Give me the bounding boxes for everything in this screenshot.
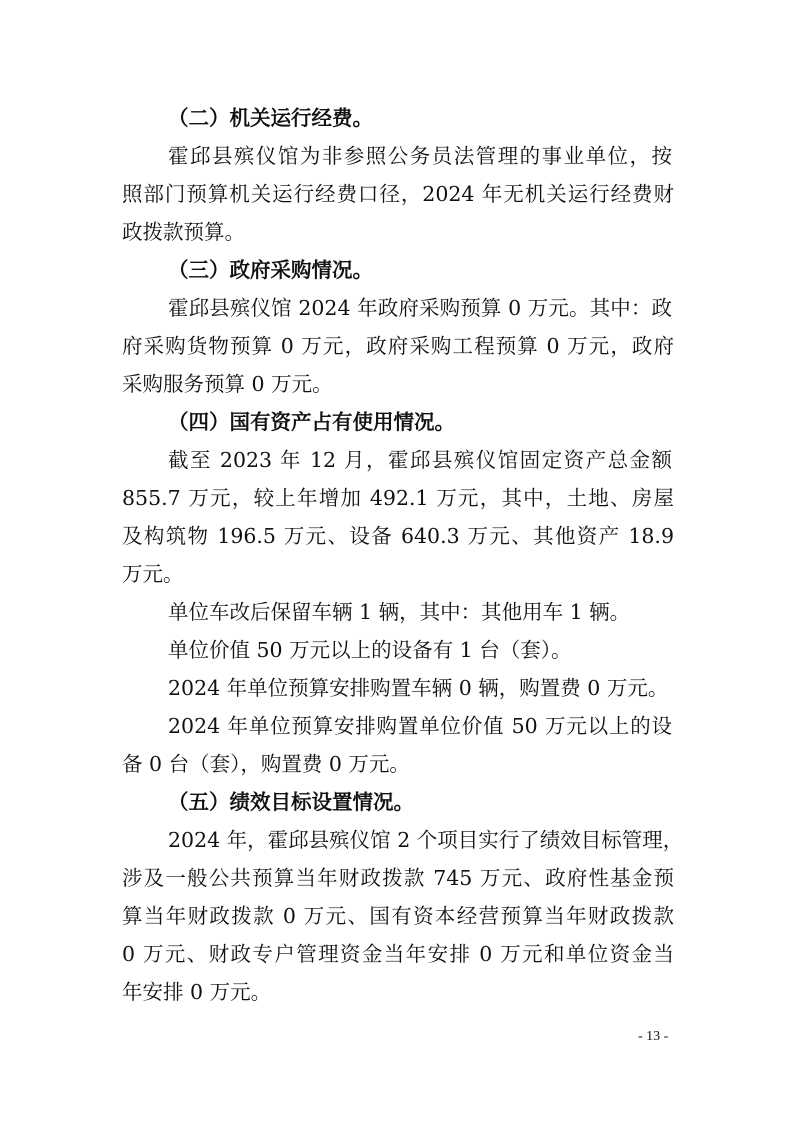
paragraph-line: 2024 年单位预算安排购置车辆 0 辆，购置费 0 万元。 — [168, 676, 669, 700]
paragraph-line: 算当年财政拨款 0 万元、国有资本经营预算当年财政拨款 — [122, 904, 674, 928]
paragraph-line: 单位价值 50 万元以上的设备有 1 台（套）。 — [168, 638, 572, 662]
paragraph-line: 0 万元、财政专户管理资金当年安排 0 万元和单位资金当 — [122, 942, 674, 966]
paragraph-line: 霍邱县殡仪馆为非参照公务员法管理的事业单位，按 — [168, 144, 672, 168]
section-heading-performance-goals: （五）绩效目标设置情况。 — [168, 790, 414, 814]
paragraph-line: 855.7 万元，较上年增加 492.1 万元，其中，土地、房屋 — [122, 486, 674, 510]
page-number: - 13 - — [638, 1029, 669, 1044]
section-heading-admin-expenses: （二）机关运行经费。 — [168, 106, 373, 130]
paragraph-line: 年安排 0 万元。 — [122, 980, 272, 1004]
paragraph-line: 及构筑物 196.5 万元、设备 640.3 万元、其他资产 18.9 — [122, 524, 674, 548]
paragraph-line: 府采购货物预算 0 万元，政府采购工程预算 0 万元，政府 — [122, 334, 674, 358]
paragraph-line: 备 0 台（套），购置费 0 万元。 — [122, 752, 410, 776]
paragraph-line: 政拨款预算。 — [122, 220, 245, 244]
paragraph-line: 截至 2023 年 12 月，霍邱县殡仪馆固定资产总金额 — [168, 448, 672, 472]
paragraph-line: 涉及一般公共预算当年财政拨款 745 万元、政府性基金预 — [122, 866, 674, 890]
paragraph-line: 2024 年单位预算安排购置单位价值 50 万元以上的设 — [168, 714, 672, 738]
paragraph-line: 单位车改后保留车辆 1 辆，其中：其他用车 1 辆。 — [168, 600, 631, 624]
section-heading-procurement: （三）政府采购情况。 — [168, 258, 373, 282]
paragraph-line: 采购服务预算 0 万元。 — [122, 372, 333, 396]
section-heading-state-assets: （四）国有资产占有使用情况。 — [168, 410, 455, 434]
paragraph-line: 照部门预算机关运行经费口径，2024 年无机关运行经费财 — [122, 182, 674, 206]
paragraph-line: 万元。 — [122, 562, 184, 586]
paragraph-line: 霍邱县殡仪馆 2024 年政府采购预算 0 万元。其中：政 — [168, 296, 672, 320]
paragraph-line: 2024 年，霍邱县殡仪馆 2 个项目实行了绩效目标管理， — [168, 828, 684, 852]
